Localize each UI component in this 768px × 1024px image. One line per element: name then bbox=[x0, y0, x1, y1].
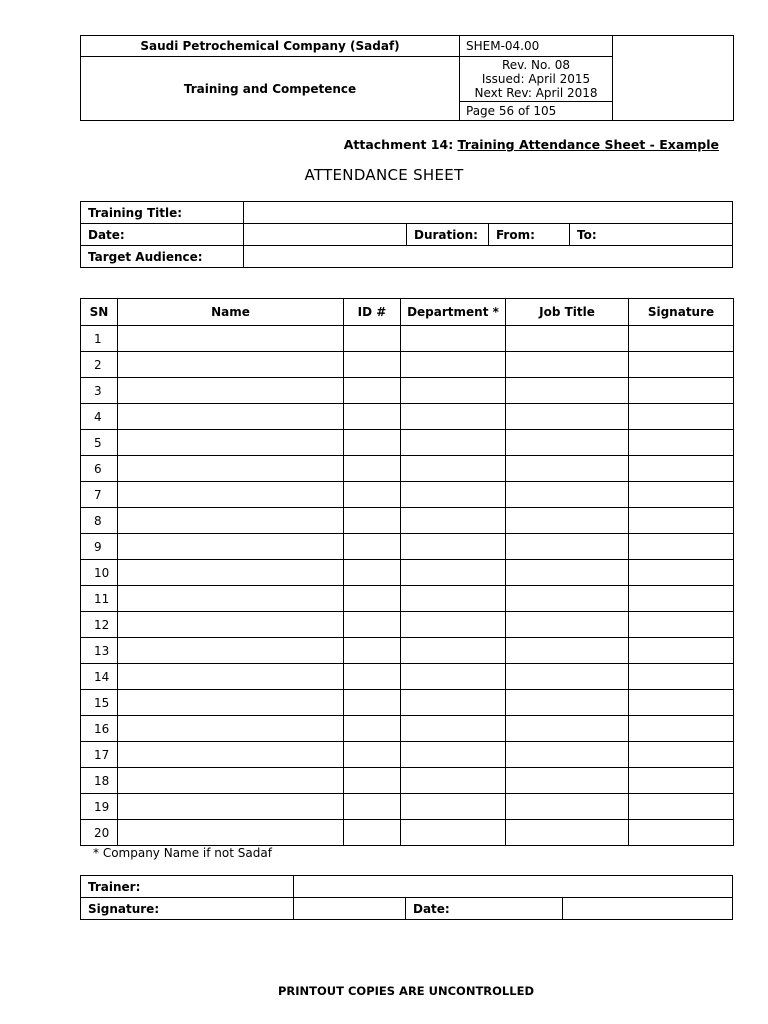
target-audience-label: Target Audience: bbox=[81, 246, 244, 268]
entry-cell[interactable] bbox=[629, 378, 734, 404]
entry-cell[interactable] bbox=[344, 612, 401, 638]
document-code: SHEM-04.00 bbox=[460, 36, 613, 57]
entry-cell[interactable] bbox=[506, 586, 629, 612]
entry-cell[interactable] bbox=[118, 430, 344, 456]
entry-cell[interactable] bbox=[629, 404, 734, 430]
column-header: SN bbox=[81, 299, 118, 326]
entry-cell[interactable] bbox=[344, 326, 401, 352]
trainer-date-field[interactable] bbox=[563, 898, 733, 920]
entry-cell[interactable] bbox=[506, 742, 629, 768]
entry-cell[interactable] bbox=[344, 456, 401, 482]
row-number: 17 bbox=[81, 742, 118, 768]
entry-cell[interactable] bbox=[401, 378, 506, 404]
logo-area bbox=[613, 36, 734, 121]
entry-cell[interactable] bbox=[118, 690, 344, 716]
footnote: * Company Name if not Sadaf bbox=[93, 846, 272, 860]
entry-cell[interactable] bbox=[401, 534, 506, 560]
table-row bbox=[81, 482, 734, 508]
entry-cell[interactable] bbox=[344, 638, 401, 664]
entry-cell[interactable] bbox=[401, 664, 506, 690]
entry-cell[interactable] bbox=[629, 820, 734, 846]
entry-cell[interactable] bbox=[506, 430, 629, 456]
table-row bbox=[81, 638, 734, 664]
entry-cell[interactable] bbox=[506, 482, 629, 508]
issued-date: Issued: April 2015 bbox=[481, 72, 591, 86]
entry-cell[interactable] bbox=[401, 352, 506, 378]
table-row bbox=[81, 560, 734, 586]
entry-cell[interactable] bbox=[506, 768, 629, 794]
entry-cell[interactable] bbox=[629, 742, 734, 768]
entry-cell[interactable] bbox=[344, 742, 401, 768]
entry-cell[interactable] bbox=[344, 794, 401, 820]
table-row bbox=[81, 404, 734, 430]
column-header: ID # bbox=[344, 299, 401, 326]
entry-cell[interactable] bbox=[401, 456, 506, 482]
entry-cell[interactable] bbox=[506, 378, 629, 404]
table-row bbox=[81, 742, 734, 768]
entry-cell[interactable] bbox=[401, 430, 506, 456]
table-row bbox=[81, 716, 734, 742]
entry-cell[interactable] bbox=[629, 612, 734, 638]
entry-cell[interactable] bbox=[118, 638, 344, 664]
entry-cell[interactable] bbox=[344, 716, 401, 742]
entry-cell[interactable] bbox=[401, 690, 506, 716]
duration-label: Duration: bbox=[407, 224, 489, 246]
entry-cell[interactable] bbox=[401, 404, 506, 430]
to-label: To: bbox=[570, 224, 733, 246]
entry-cell[interactable] bbox=[629, 638, 734, 664]
row-number: 14 bbox=[81, 664, 118, 690]
entry-cell[interactable] bbox=[118, 352, 344, 378]
sheet-title: ATTENDANCE SHEET bbox=[304, 166, 464, 184]
row-number: 20 bbox=[81, 820, 118, 846]
entry-cell[interactable] bbox=[118, 768, 344, 794]
column-header: Name bbox=[118, 299, 344, 326]
attendance-table bbox=[80, 298, 734, 846]
column-header: Department * bbox=[401, 299, 506, 326]
entry-cell[interactable] bbox=[118, 612, 344, 638]
signature-label: Signature: bbox=[81, 898, 294, 920]
entry-cell[interactable] bbox=[506, 326, 629, 352]
entry-cell[interactable] bbox=[118, 534, 344, 560]
entry-cell[interactable] bbox=[629, 768, 734, 794]
entry-cell[interactable] bbox=[118, 664, 344, 690]
entry-cell[interactable] bbox=[401, 326, 506, 352]
entry-cell[interactable] bbox=[506, 560, 629, 586]
entry-cell[interactable] bbox=[401, 612, 506, 638]
training-title-field[interactable] bbox=[244, 202, 733, 224]
entry-cell[interactable] bbox=[629, 794, 734, 820]
column-header: Signature bbox=[629, 299, 734, 326]
page-number: Page 56 of 105 bbox=[460, 102, 613, 121]
entry-cell[interactable] bbox=[401, 638, 506, 664]
row-number: 1 bbox=[81, 326, 118, 352]
next-revision-date: Next Rev: April 2018 bbox=[474, 86, 598, 100]
table-row bbox=[81, 820, 734, 846]
entry-cell[interactable] bbox=[401, 586, 506, 612]
entry-cell[interactable] bbox=[629, 586, 734, 612]
department-name: Training and Competence bbox=[81, 57, 460, 121]
entry-cell[interactable] bbox=[401, 768, 506, 794]
trainer-date-label: Date: bbox=[406, 898, 563, 920]
entry-cell[interactable] bbox=[344, 820, 401, 846]
entry-cell[interactable] bbox=[344, 352, 401, 378]
row-number: 16 bbox=[81, 716, 118, 742]
entry-cell[interactable] bbox=[629, 664, 734, 690]
trainer-table bbox=[80, 875, 733, 920]
entry-cell[interactable] bbox=[344, 482, 401, 508]
entry-cell[interactable] bbox=[344, 534, 401, 560]
entry-cell[interactable] bbox=[118, 508, 344, 534]
table-row bbox=[81, 456, 734, 482]
entry-cell[interactable] bbox=[118, 560, 344, 586]
table-row bbox=[81, 768, 734, 794]
table-row bbox=[81, 378, 734, 404]
entry-cell[interactable] bbox=[118, 378, 344, 404]
table-row bbox=[81, 612, 734, 638]
table-row bbox=[81, 352, 734, 378]
entry-cell[interactable] bbox=[344, 768, 401, 794]
entry-cell[interactable] bbox=[344, 404, 401, 430]
revision-number: Rev. No. 08 bbox=[502, 58, 570, 72]
date-label: Date: bbox=[81, 224, 244, 246]
table-row bbox=[81, 586, 734, 612]
row-number: 13 bbox=[81, 638, 118, 664]
row-number: 3 bbox=[81, 378, 118, 404]
entry-cell[interactable] bbox=[401, 716, 506, 742]
entry-cell[interactable] bbox=[344, 508, 401, 534]
entry-cell[interactable] bbox=[344, 378, 401, 404]
entry-cell[interactable] bbox=[401, 742, 506, 768]
entry-cell[interactable] bbox=[506, 716, 629, 742]
attachment-heading bbox=[80, 137, 719, 152]
entry-cell[interactable] bbox=[629, 326, 734, 352]
row-number: 18 bbox=[81, 768, 118, 794]
table-row bbox=[81, 326, 734, 352]
table-row bbox=[81, 534, 734, 560]
entry-cell[interactable] bbox=[118, 716, 344, 742]
entry-cell[interactable] bbox=[118, 794, 344, 820]
row-number: 11 bbox=[81, 586, 118, 612]
table-row bbox=[81, 690, 734, 716]
entry-cell[interactable] bbox=[506, 352, 629, 378]
training-info-table bbox=[80, 201, 733, 268]
entry-cell[interactable] bbox=[629, 534, 734, 560]
trainer-field[interactable] bbox=[294, 876, 733, 898]
entry-cell[interactable] bbox=[629, 456, 734, 482]
row-number: 15 bbox=[81, 690, 118, 716]
entry-cell[interactable] bbox=[506, 664, 629, 690]
row-number: 7 bbox=[81, 482, 118, 508]
entry-cell[interactable] bbox=[118, 586, 344, 612]
entry-cell[interactable] bbox=[629, 482, 734, 508]
table-row bbox=[81, 794, 734, 820]
row-number: 2 bbox=[81, 352, 118, 378]
row-number: 12 bbox=[81, 612, 118, 638]
company-name: Saudi Petrochemical Company (Sadaf) bbox=[81, 36, 460, 57]
entry-cell[interactable] bbox=[506, 534, 629, 560]
attachment-title: Training Attendance Sheet - Example bbox=[457, 137, 719, 152]
entry-cell[interactable] bbox=[401, 794, 506, 820]
date-field[interactable] bbox=[244, 224, 407, 246]
entry-cell[interactable] bbox=[401, 508, 506, 534]
document-header bbox=[80, 35, 734, 121]
entry-cell[interactable] bbox=[118, 326, 344, 352]
column-header: Job Title bbox=[506, 299, 629, 326]
entry-cell[interactable] bbox=[629, 508, 734, 534]
revision-info bbox=[460, 57, 613, 102]
training-title-label: Training Title: bbox=[81, 202, 244, 224]
row-number: 4 bbox=[81, 404, 118, 430]
attendance-body bbox=[81, 326, 734, 846]
table-row bbox=[81, 430, 734, 456]
entry-cell[interactable] bbox=[506, 794, 629, 820]
uncontrolled-copy-notice: PRINTOUT COPIES ARE UNCONTROLLED bbox=[277, 984, 534, 998]
entry-cell[interactable] bbox=[401, 560, 506, 586]
trainer-label: Trainer: bbox=[81, 876, 294, 898]
entry-cell[interactable] bbox=[344, 664, 401, 690]
entry-cell[interactable] bbox=[629, 560, 734, 586]
row-number: 9 bbox=[81, 534, 118, 560]
entry-cell[interactable] bbox=[344, 690, 401, 716]
table-row bbox=[81, 508, 734, 534]
row-number: 5 bbox=[81, 430, 118, 456]
entry-cell[interactable] bbox=[506, 820, 629, 846]
entry-cell[interactable] bbox=[401, 482, 506, 508]
row-number: 6 bbox=[81, 456, 118, 482]
row-number: 19 bbox=[81, 794, 118, 820]
entry-cell[interactable] bbox=[506, 456, 629, 482]
entry-cell[interactable] bbox=[629, 352, 734, 378]
signature-field[interactable] bbox=[294, 898, 406, 920]
entry-cell[interactable] bbox=[344, 430, 401, 456]
entry-cell[interactable] bbox=[118, 456, 344, 482]
entry-cell[interactable] bbox=[506, 612, 629, 638]
attendance-header-row bbox=[81, 299, 734, 326]
entry-cell[interactable] bbox=[629, 690, 734, 716]
entry-cell[interactable] bbox=[118, 482, 344, 508]
entry-cell[interactable] bbox=[401, 820, 506, 846]
table-row bbox=[81, 664, 734, 690]
entry-cell[interactable] bbox=[506, 638, 629, 664]
row-number: 10 bbox=[81, 560, 118, 586]
row-number: 8 bbox=[81, 508, 118, 534]
entry-cell[interactable] bbox=[506, 508, 629, 534]
entry-cell[interactable] bbox=[344, 586, 401, 612]
entry-cell[interactable] bbox=[118, 404, 344, 430]
from-label: From: bbox=[489, 224, 570, 246]
entry-cell[interactable] bbox=[118, 820, 344, 846]
entry-cell[interactable] bbox=[506, 404, 629, 430]
entry-cell[interactable] bbox=[118, 742, 344, 768]
attachment-prefix: Attachment 14: bbox=[343, 137, 458, 152]
entry-cell[interactable] bbox=[629, 716, 734, 742]
entry-cell[interactable] bbox=[506, 690, 629, 716]
entry-cell[interactable] bbox=[629, 430, 734, 456]
entry-cell[interactable] bbox=[344, 560, 401, 586]
target-audience-field[interactable] bbox=[244, 246, 733, 268]
